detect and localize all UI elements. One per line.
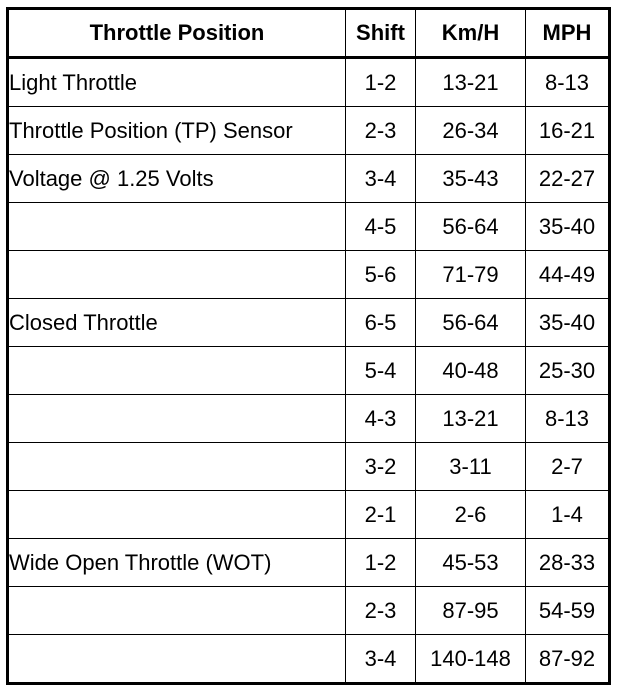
- shift-cell: 1-2: [346, 58, 416, 107]
- shift-cell: 5-4: [346, 347, 416, 395]
- throttle-cell: Closed Throttle: [8, 299, 346, 347]
- table-row: [8, 58, 610, 107]
- throttle-cell: [8, 587, 346, 635]
- throttle-cell: [8, 347, 346, 395]
- table-row: [8, 155, 610, 203]
- table-row: [8, 443, 610, 491]
- throttle-cell: Wide Open Throttle (WOT): [8, 539, 346, 587]
- table-row: [8, 251, 610, 299]
- shift-cell: 2-3: [346, 587, 416, 635]
- mph-cell: 25-30: [526, 347, 610, 395]
- throttle-cell: [8, 635, 346, 684]
- mph-cell: 1-4: [526, 491, 610, 539]
- table-row: [8, 299, 610, 347]
- table-row: [8, 107, 610, 155]
- table-row: [8, 635, 610, 684]
- shift-cell: 4-5: [346, 203, 416, 251]
- throttle-cell: [8, 251, 346, 299]
- kmh-cell: 56-64: [416, 203, 526, 251]
- throttle-cell: Throttle Position (TP) Sensor: [8, 107, 346, 155]
- table-row: [8, 539, 610, 587]
- mph-cell: 22-27: [526, 155, 610, 203]
- kmh-cell: 13-21: [416, 58, 526, 107]
- shift-cell: 2-3: [346, 107, 416, 155]
- header-throttle-position: Throttle Position: [8, 9, 346, 58]
- kmh-cell: 87-95: [416, 587, 526, 635]
- mph-cell: 8-13: [526, 58, 610, 107]
- mph-cell: 54-59: [526, 587, 610, 635]
- kmh-cell: 40-48: [416, 347, 526, 395]
- kmh-cell: 71-79: [416, 251, 526, 299]
- header-mph: MPH: [526, 9, 610, 58]
- shift-cell: 3-4: [346, 635, 416, 684]
- shift-cell: 5-6: [346, 251, 416, 299]
- kmh-cell: 56-64: [416, 299, 526, 347]
- kmh-cell: 2-6: [416, 491, 526, 539]
- throttle-cell: Light Throttle: [8, 58, 346, 107]
- mph-cell: 35-40: [526, 203, 610, 251]
- mph-cell: 8-13: [526, 395, 610, 443]
- header-kmh: Km/H: [416, 9, 526, 58]
- kmh-cell: 3-11: [416, 443, 526, 491]
- shift-cell: 6-5: [346, 299, 416, 347]
- kmh-cell: 26-34: [416, 107, 526, 155]
- table-row: [8, 395, 610, 443]
- shift-cell: 3-4: [346, 155, 416, 203]
- kmh-cell: 45-53: [416, 539, 526, 587]
- mph-cell: 35-40: [526, 299, 610, 347]
- throttle-cell: [8, 491, 346, 539]
- throttle-cell: Voltage @ 1.25 Volts: [8, 155, 346, 203]
- kmh-cell: 13-21: [416, 395, 526, 443]
- mph-cell: 87-92: [526, 635, 610, 684]
- throttle-cell: [8, 443, 346, 491]
- mph-cell: 28-33: [526, 539, 610, 587]
- mph-cell: 2-7: [526, 443, 610, 491]
- mph-cell: 44-49: [526, 251, 610, 299]
- header-row: [8, 9, 610, 58]
- table-row: [8, 203, 610, 251]
- table-row: [8, 347, 610, 395]
- throttle-cell: [8, 395, 346, 443]
- header-shift: Shift: [346, 9, 416, 58]
- kmh-cell: 35-43: [416, 155, 526, 203]
- mph-cell: 16-21: [526, 107, 610, 155]
- shift-cell: 3-2: [346, 443, 416, 491]
- shift-cell: 4-3: [346, 395, 416, 443]
- table-row: [8, 587, 610, 635]
- shift-speed-table: [6, 7, 611, 685]
- kmh-cell: 140-148: [416, 635, 526, 684]
- shift-cell: 2-1: [346, 491, 416, 539]
- shift-cell: 1-2: [346, 539, 416, 587]
- throttle-cell: [8, 203, 346, 251]
- table-row: [8, 491, 610, 539]
